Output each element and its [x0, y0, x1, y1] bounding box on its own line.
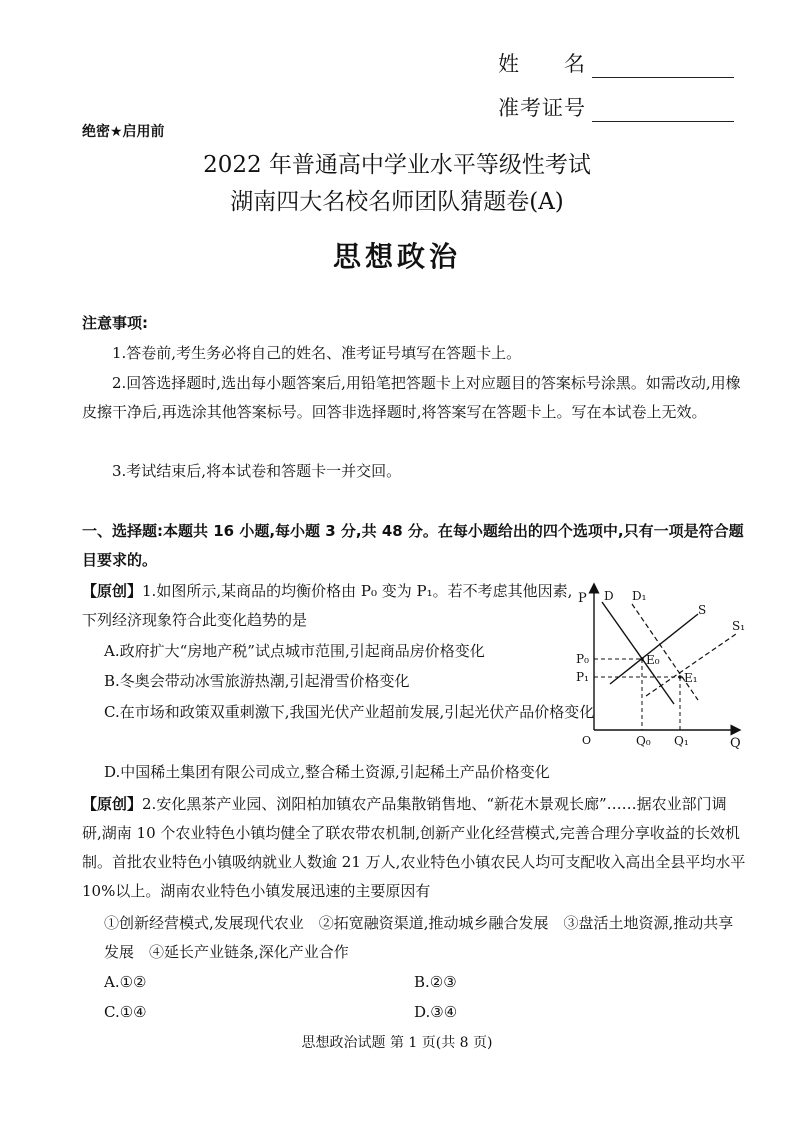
note-item-1: 1.答卷前,考生务必将自己的姓名、准考证号填写在答题卡上。: [112, 344, 522, 362]
subject-title: 思想政治: [332, 240, 461, 273]
exam-title: 2022 年普通高中学业水平等级性考试: [203, 152, 591, 178]
q1-option-a[interactable]: A.政府扩大“房地产税”试点城市范围,引起商品房价格变化: [104, 642, 485, 660]
equilibrium-e1: [678, 675, 682, 679]
label-d: D: [604, 589, 614, 603]
name-label: 姓 名: [498, 52, 586, 76]
notes-heading: 注意事项:: [82, 314, 148, 332]
q1-option-b[interactable]: B.冬奥会带动冰雪旅游热潮,引起滑雪价格变化: [104, 672, 410, 690]
origin-label: O: [582, 734, 592, 747]
q1-tag: 【原创】: [82, 582, 143, 600]
tick-q0: Q₀: [636, 734, 651, 748]
q1-stem-text: 1.如图所示,某商品的均衡价格由 P₀ 变为 P₁。若不考虑其他因素,下列经济现象符合此变化趋势的是: [82, 582, 573, 629]
q2-tag: 【原创】: [82, 795, 143, 813]
label-d1: D₁: [632, 589, 647, 603]
tick-q1: Q₁: [674, 734, 689, 748]
label-s: S: [698, 603, 707, 617]
y-axis-label: P: [578, 591, 587, 606]
exam-id-field[interactable]: [498, 92, 734, 122]
demand-curve-d1: [632, 604, 698, 700]
exam-id-label: 准考证号: [498, 96, 586, 120]
section-heading: 一、选择题:本题共 16 小题,每小题 3 分,共 48 分。在每小题给出的四个选项中,只有一项是符合题目要求的。: [82, 522, 744, 569]
name-field[interactable]: [498, 48, 734, 78]
q2-stem: [82, 790, 746, 906]
q1-stem: [82, 577, 576, 635]
q2-option-c[interactable]: C.①④: [104, 1003, 147, 1021]
q1-option-c[interactable]: C.在市场和政策双重刺激下,我国光伏产业超前发展,引起光伏产品价格变化: [104, 703, 595, 721]
tick-p0: P₀: [576, 652, 589, 666]
note-item-2: 2.回答选择题时,选出每小题答案后,用铅笔把答题卡上对应题目的答案标号涂黑。如需改动,用橡皮擦干净后,再选涂其他答案标号。回答非选择题时,将答案写在答题卡上。写在本试卷上无效。: [82, 374, 741, 421]
tick-p1: P₁: [576, 670, 589, 684]
q2-option-a[interactable]: A.①②: [104, 973, 147, 991]
q1-option-d[interactable]: D.中国稀土集团有限公司成立,整合稀土资源,引起稀土产品价格变化: [104, 763, 550, 781]
x-axis-label: Q: [730, 736, 741, 751]
equilibrium-e0: [640, 657, 644, 661]
label-s1: S₁: [732, 619, 746, 633]
label-e1: E₁: [684, 671, 698, 685]
secret-mark: 绝密★启用前: [82, 124, 165, 140]
exam-subtitle: 湖南四大名校名师团队猜题卷(A): [230, 189, 564, 215]
supply-demand-chart: [574, 582, 746, 752]
q2-option-b[interactable]: B.②③: [414, 973, 457, 991]
page-footer: 思想政治试题 第 1 页(共 8 页): [301, 1035, 493, 1051]
name-blank[interactable]: [592, 55, 734, 78]
q2-option-d[interactable]: D.③④: [414, 1003, 458, 1021]
q2-choices: ①创新经营模式,发展现代农业 ②拓宽融资渠道,推动城乡融合发展 ③盘活土地资源,推动共享发展 ④延长产业链条,深化产业合作: [104, 914, 734, 961]
exam-id-blank[interactable]: [592, 99, 734, 122]
note-item-3: 3.考试结束后,将本试卷和答题卡一并交回。: [112, 462, 402, 480]
demand-curve-d: [602, 602, 674, 704]
label-e0: E₀: [646, 653, 660, 667]
q2-stem-text: 2.安化黑茶产业园、浏阳柏加镇农产品集散销售地、“新花木景观长廊”……据农业部门调研,湖南 10 个农业特色小镇均健全了联农带农机制,创新产业化经营模式,完善合理分享收益的长效机制。首批农业特色小镇吸纳就业人数逾 21 万人,农业特色小镇农民人均可支配收入高出全县平均水平 10%以上。湖南农业特色小镇发展迅速的主要原因有: [82, 795, 746, 900]
